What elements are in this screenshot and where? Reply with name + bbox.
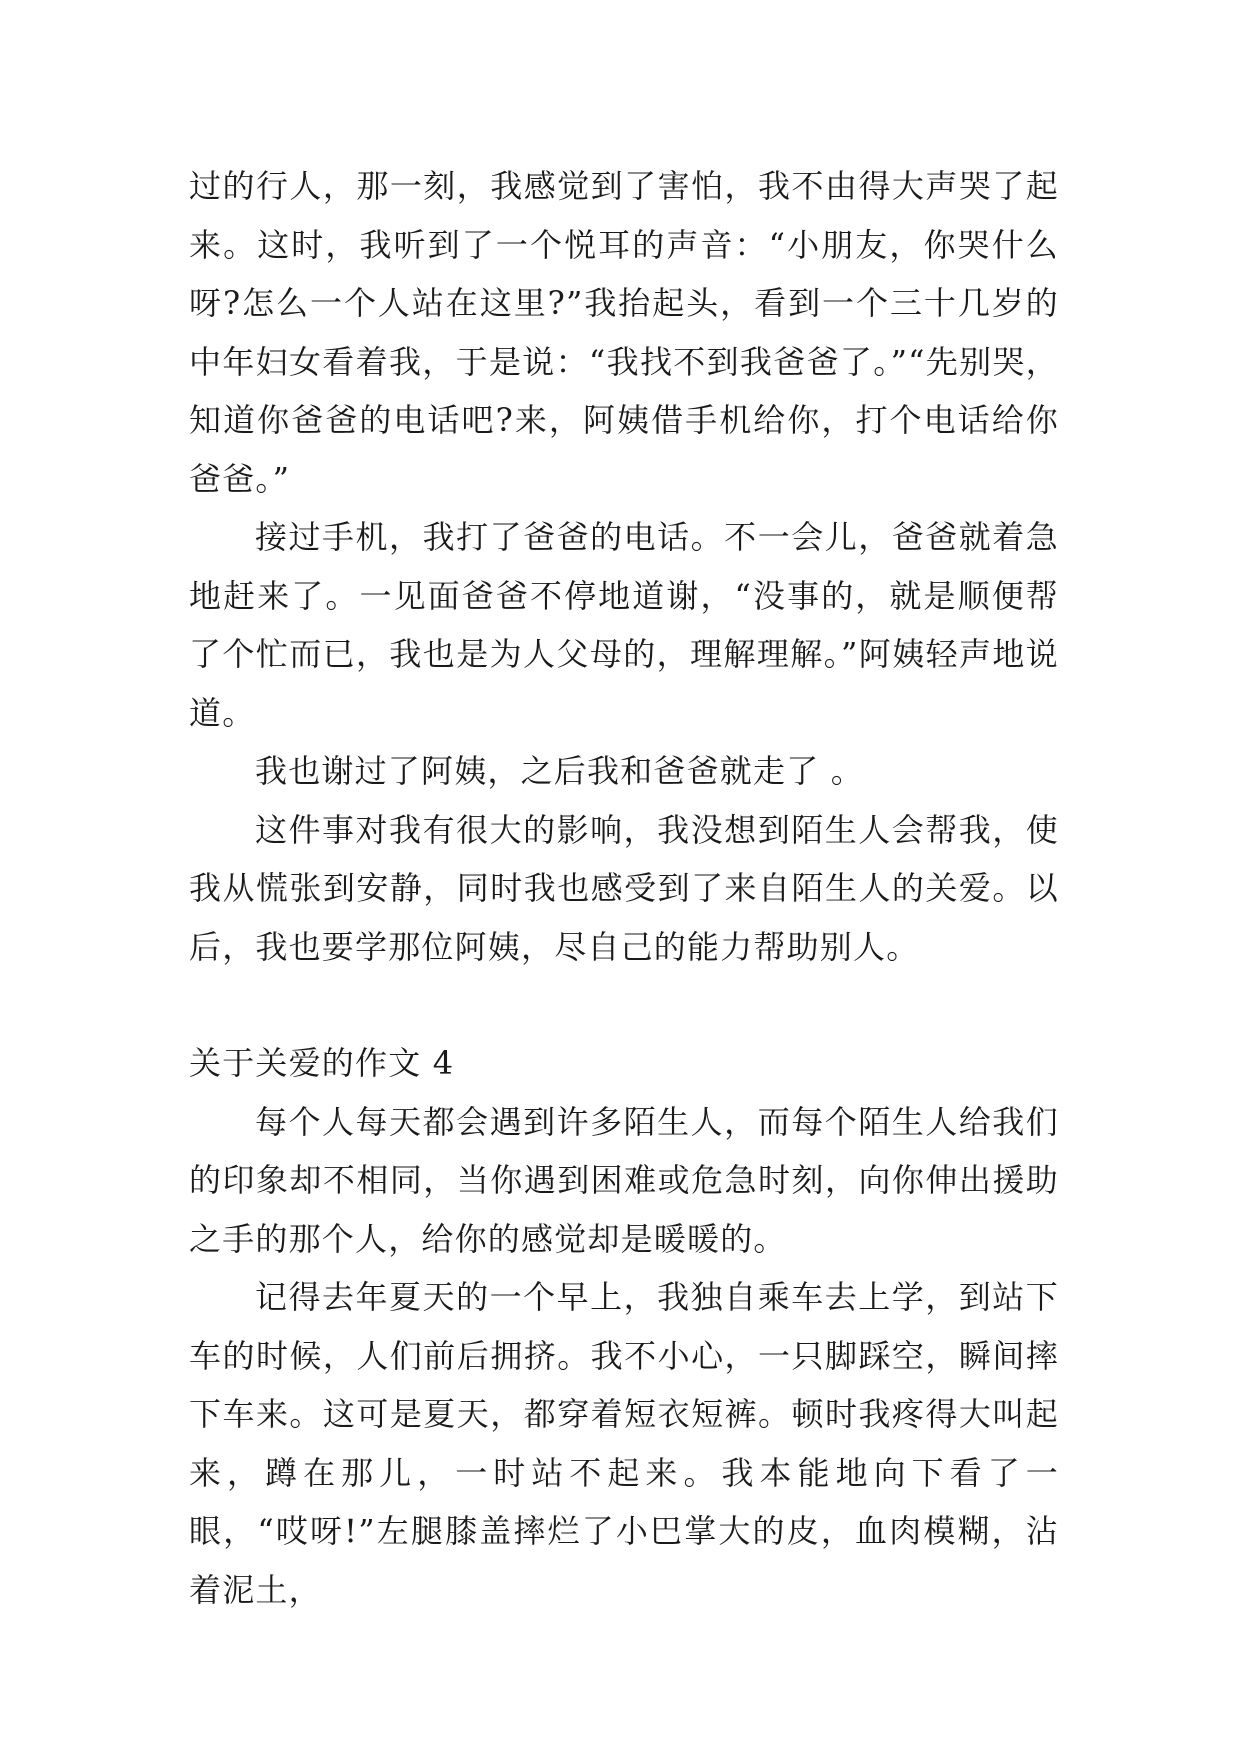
document-body (189, 157, 1059, 1619)
paragraph-continued: 过的行人，那一刻，我感觉到了害怕，我不由得大声哭了起来。这时，我听到了一个悦耳的声音：“小朋友，你哭什么呀?怎么一个人站在这里?”我抬起头，看到一个三十几岁的中年妇女看着我，于是说：“我找不到我爸爸了。”“先别哭，知道你爸爸的电话吧?来，阿姨借手机给你，打个电话给你爸爸。” (189, 167, 1059, 498)
paragraph: 我也谢过了阿姨，之后我和爸爸就走了 。 (255, 752, 864, 790)
paragraph: 接过手机，我打了爸爸的电话。不一会儿，爸爸就着急地赶来了。一见面爸爸不停地道谢，“没事的，就是顺便帮了个忙而已，我也是为人父母的，理解理解。”阿姨轻声地说道。 (189, 518, 1059, 732)
section-heading: 关于关爱的作文 4 (189, 1044, 455, 1082)
paragraph: 每个人每天都会遇到许多陌生人，而每个陌生人给我们的印象却不相同，当你遇到困难或危急时刻，向你伸出援助之手的那个人，给你的感觉却是暖暖的。 (189, 1102, 1059, 1258)
paragraph: 记得去年夏天的一个早上，我独自乘车去上学，到站下车的时候，人们前后拥挤。我不小心，一只脚踩空，瞬间摔下车来。这可是夏天，都穿着短衣短裤。顿时我疼得大叫起来，蹲在那儿，一时站不起来。我本能地向下看了一眼，“哎呀!”左腿膝盖摔烂了小巴掌大的皮，血肉模糊，沾着泥土， (189, 1278, 1059, 1609)
paragraph: 这件事对我有很大的影响，我没想到陌生人会帮我，使我从慌张到安静，同时我也感受到了来自陌生人的关爱。以后，我也要学那位阿姨，尽自己的能力帮助别人。 (189, 810, 1059, 966)
